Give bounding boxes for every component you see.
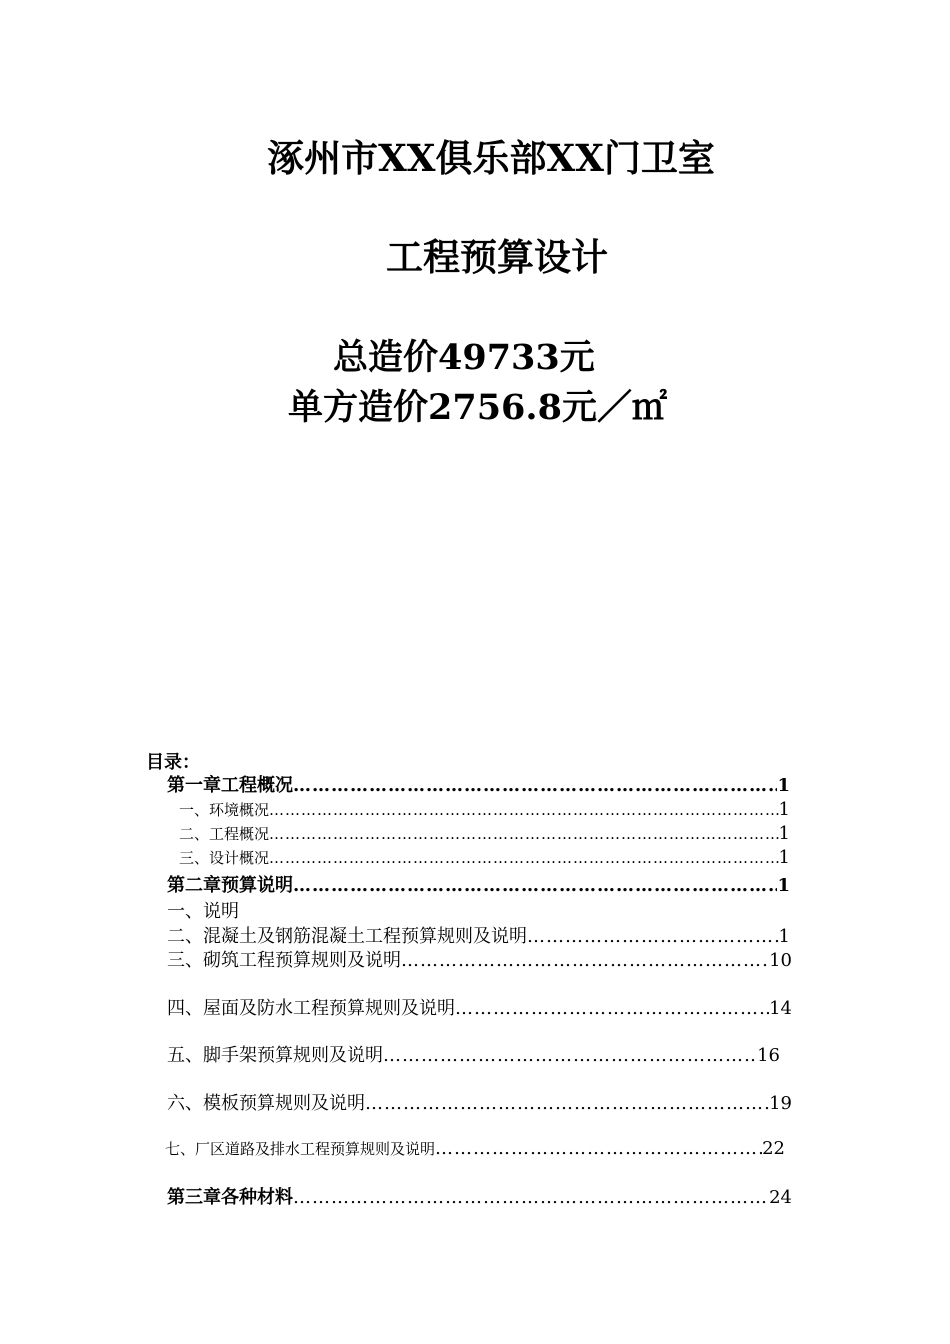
toc-heading: 目录： <box>146 752 200 773</box>
toc-entry-label: 二、混凝土及钢筋混凝土工程预算规则及说明 <box>167 926 527 947</box>
toc-leader-dots <box>401 950 769 971</box>
toc-entry-page: 24 <box>769 1187 792 1208</box>
toc-entry-scaffolding[interactable] <box>167 1041 780 1067</box>
toc-entry-page: 19 <box>769 1093 792 1114</box>
toc-entry-label: 四、屋面及防水工程预算规则及说明 <box>167 998 455 1019</box>
toc-entry-chapter1[interactable] <box>167 771 790 797</box>
toc-entry-roads-drainage[interactable] <box>165 1138 785 1159</box>
total-price: 总造价49733元 <box>333 337 595 378</box>
toc-leader-dots <box>527 926 779 947</box>
toc-entry-roofing[interactable] <box>167 994 792 1020</box>
cover-title-line1: 涿州市XX俱乐部XX门卫室 <box>267 136 715 180</box>
toc-entry-label: 二、工程概况 <box>179 825 270 843</box>
toc-entry-page: 14 <box>769 998 792 1019</box>
toc-entry-project[interactable] <box>179 823 790 844</box>
toc-entry-concrete[interactable] <box>167 922 790 948</box>
toc-leader-dots <box>455 998 769 1019</box>
toc-entry-label: 第一章工程概况 <box>167 775 293 796</box>
toc-entry-environment[interactable] <box>179 799 790 820</box>
toc-entry-chapter2[interactable] <box>167 871 790 897</box>
toc-entry-page: 1 <box>778 847 790 868</box>
toc-entry-explanation[interactable] <box>167 897 239 923</box>
toc-leader-dots <box>269 801 779 819</box>
toc-entry-label: 第三章各种材料 <box>167 1187 293 1208</box>
toc-entry-label: 一、环境概况 <box>179 801 270 819</box>
toc-entry-page: 1 <box>777 875 790 896</box>
toc-entry-page: 1 <box>778 799 790 820</box>
toc-entry-masonry[interactable] <box>167 946 792 972</box>
toc-leader-dots <box>269 825 779 843</box>
toc-entry-page: 1 <box>778 926 790 947</box>
toc-leader-dots <box>269 849 779 867</box>
toc-leader-dots <box>435 1138 762 1159</box>
toc-entry-page: 1 <box>778 823 790 844</box>
toc-leader-dots <box>383 1045 757 1066</box>
toc-entry-formwork[interactable] <box>167 1089 792 1115</box>
toc-entry-label: 一、说明 <box>167 901 239 922</box>
unit-price: 单方造价2756.8元／㎡ <box>288 387 667 428</box>
toc-leader-dots <box>293 1187 769 1208</box>
toc-entry-label: 三、设计概况 <box>179 849 270 867</box>
toc-entry-page: 16 <box>757 1045 780 1066</box>
cover-title-line2: 工程预算设计 <box>386 235 608 279</box>
toc-leader-dots <box>365 1093 769 1114</box>
toc-entry-page: 22 <box>762 1138 785 1159</box>
toc-entry-chapter3[interactable] <box>167 1183 792 1209</box>
toc-leader-dots <box>293 775 777 796</box>
toc-entry-label: 三、砌筑工程预算规则及说明 <box>167 950 401 971</box>
toc-entry-label: 七、厂区道路及排水工程预算规则及说明 <box>165 1140 436 1158</box>
toc-entry-label: 六、模板预算规则及说明 <box>167 1093 365 1114</box>
toc-entry-page: 10 <box>769 950 792 971</box>
toc-entry-label: 五、脚手架预算规则及说明 <box>167 1045 383 1066</box>
toc-entry-label: 第二章预算说明 <box>167 875 293 896</box>
toc-entry-page: 1 <box>777 775 790 796</box>
toc-leader-dots <box>293 875 777 896</box>
toc-entry-design[interactable] <box>179 847 790 868</box>
